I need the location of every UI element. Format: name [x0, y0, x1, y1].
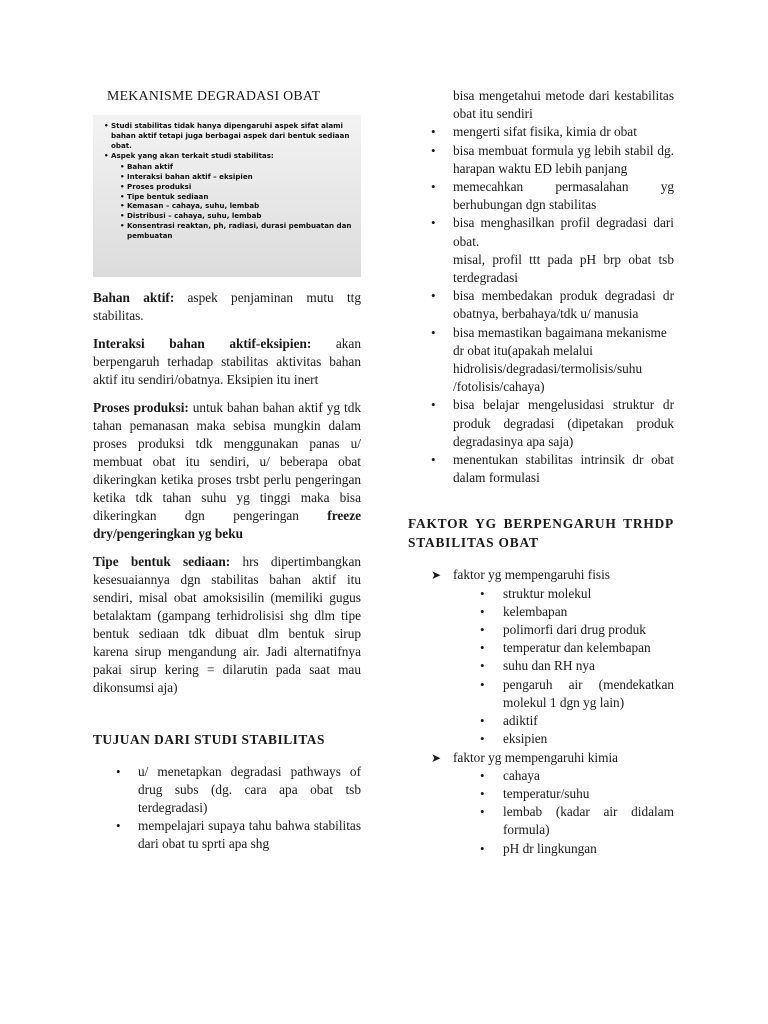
slide-intro: • Studi stabilitas tidak hanya dipengaruhi aspek sifat alami bahan aktif tetapi juga berbagai aspek dari bentuk sediaan obat. — [101, 121, 353, 150]
term-tipe-bentuk: Tipe bentuk sediaan: — [93, 554, 231, 569]
heading-faktor: FAKTOR YG BERPENGARUH TRHDP STABILITAS OBAT — [408, 516, 674, 551]
paragraph-text: untuk bahan bahan aktif yg tdk tahan pemanasan maka sebisa mungkin dalam proses produksi tdk menggunakan panas u/ membuat obat itu sendiri, u/ beberapa obat dikeringkan ketika proses trsbt perlu pengeringan ketika tdk tahan suhu yg tinggi maka bisa dikeringkan dgn pengeringan — [93, 400, 361, 523]
profil-note: misal, profil ttt pada pH brp obat tsb terdegradasi — [453, 251, 674, 286]
list-item: • cahaya — [453, 767, 674, 785]
page-title: MEKANISME DEGRADASI OBAT — [107, 88, 321, 103]
term-interaksi: Interaksi bahan aktif-eksipien: — [93, 336, 312, 351]
list-item: • temperatur dan kelembapan — [453, 639, 674, 657]
slide-aspect-item: • Konsentrasi reaktan, ph, radiasi, durasi pembuatan dan pembuatan — [101, 221, 353, 241]
slide-aspect-item: • Tipe bentuk sediaan — [101, 192, 353, 202]
left-column — [93, 87, 361, 853]
list-continuation: bisa mengetahui metode dari kestabilitas obat itu sendiri — [453, 88, 674, 122]
list-item: • u/ menetapkan degradasi pathways of drug subs (dg. cara apa obat tsb terdegradasi) — [93, 763, 361, 817]
list-item: • struktur molekul — [453, 585, 674, 603]
list-item: • adiktif — [453, 712, 674, 730]
fisis-list — [453, 585, 674, 749]
slide-aspect-item: • Bahan aktif — [101, 162, 353, 172]
list-item: • bisa memastikan bagaimana mekanisme dr obat itu(apakah melalui hidrolisis/degradasi/termolisis/suhu /fotolisis/cahaya) — [408, 324, 674, 397]
slide-image — [93, 115, 361, 277]
list-item: • memecahkan permasalahan yg berhubungan dgn stabilitas — [408, 178, 674, 214]
paragraph-tipe-bentuk — [93, 553, 361, 697]
slide-aspects-lead: • Aspek yang akan terkait studi stabilitas: — [101, 151, 353, 161]
right-column — [408, 87, 674, 858]
tujuan-list — [93, 763, 361, 853]
list-item: • suhu dan RH nya — [453, 657, 674, 675]
slide-aspect-item: • Distribusi – cahaya, suhu, lembab — [101, 211, 353, 221]
term-proses-produksi: Proses produksi: — [93, 400, 189, 415]
slide-aspect-item: • Proses produksi — [101, 182, 353, 192]
list-item: • mengerti sifat fisika, kimia dr obat — [408, 123, 674, 141]
list-item: • bisa membedakan produk degradasi dr obatnya, berbahaya/tdk u/ manusia — [408, 287, 674, 323]
arrow-bullet-icon: ➤ — [431, 750, 442, 765]
list-item: • pH dr lingkungan — [453, 840, 674, 858]
slide-aspect-item: • Interaksi bahan aktif – eksipien — [101, 172, 353, 182]
faktor-kimia-label: faktor yg mempengaruhi kimia — [453, 749, 619, 765]
faktor-list — [408, 566, 674, 857]
paragraph-text: aspek penjaminan mutu ttg stabilitas. — [93, 290, 361, 323]
list-item: • eksipien — [453, 730, 674, 748]
list-item: • bisa membuat formula yg lebih stabil dg. harapan waktu ED lebih panjang — [408, 142, 674, 178]
list-item: • temperatur/suhu — [453, 785, 674, 803]
list-item: • menentukan stabilitas intrinsik dr obat dalam formulasi — [408, 451, 674, 487]
kimia-list — [453, 767, 674, 858]
term-bahan-aktif: Bahan aktif: — [93, 290, 175, 305]
tujuan-list-continued — [408, 123, 674, 487]
paragraph-text: hrs dipertimbangkan kesesuaiannya dgn stabilitas bahan aktif itu sendiri, misal obat amoksisilin (memiliki gugus betalaktam (gampang terhidrolisisi shg dlm tipe bentuk sediaan tdk dibuat dlm bentuk sirup karena sirup mengandung air. Jadi alternatifnya pakai sirup kering = dilarutin pada saat mau dikonsumsi aja) — [93, 554, 361, 695]
list-item: • kelembapan — [453, 603, 674, 621]
heading-tujuan: TUJUAN DARI STUDI STABILITAS — [93, 732, 325, 747]
list-item: • pengaruh air (mendekatkan molekul 1 dgn yg lain) — [453, 676, 674, 712]
faktor-fisis — [408, 566, 674, 748]
paragraph-proses-produksi — [93, 399, 361, 543]
paragraph-text: akan berpengaruh terhadap stabilitas aktivitas bahan aktif itu sendiri/obatnya. Eksipien itu inert — [93, 336, 361, 387]
list-item: • polimorfi dari drug produk — [453, 621, 674, 639]
list-item: • lembab (kadar air didalam formula) — [453, 803, 674, 839]
paragraph-interaksi — [93, 335, 361, 389]
arrow-bullet-icon: ➤ — [431, 568, 442, 583]
list-item: • bisa belajar mengelusidasi struktur dr produk degradasi (dipetakan produk degradasinya apa saja) — [408, 396, 674, 451]
list-item — [408, 214, 674, 287]
term-freeze-dry: freeze dry/pengeringkan yg beku — [93, 508, 361, 541]
faktor-fisis-label: faktor yg mempengaruhi fisis — [453, 567, 610, 583]
paragraph-bahan-aktif — [93, 289, 361, 325]
list-item-text: bisa menghasilkan profil degradasi dari obat. — [453, 215, 674, 249]
list-item: • mempelajari supaya tahu bahwa stabilitas dari obat tu sprti apa shg — [93, 817, 361, 853]
slide-aspect-item: • Kemasan – cahaya, suhu, lembab — [101, 201, 353, 211]
faktor-kimia — [408, 749, 674, 858]
